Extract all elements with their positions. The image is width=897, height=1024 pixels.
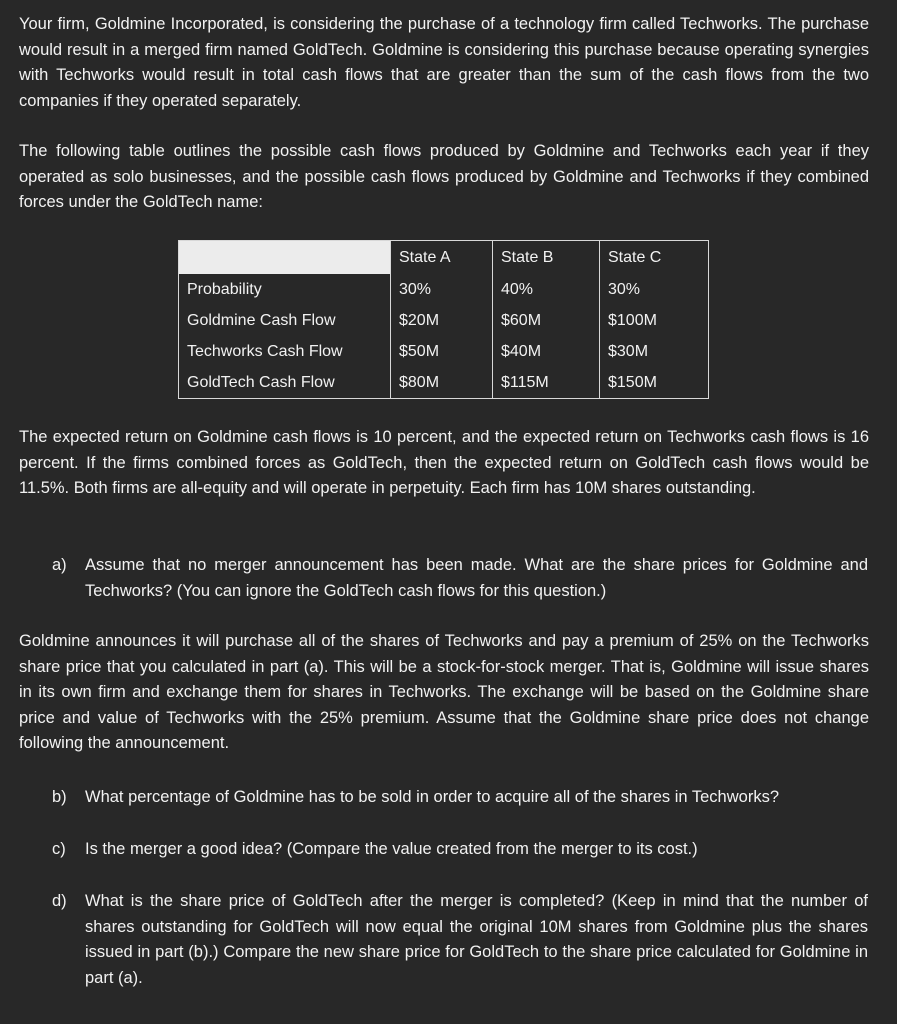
question-label: a) — [52, 556, 67, 574]
table-cell: $40M — [493, 336, 600, 367]
table-cell: 30% — [391, 274, 493, 305]
table-cell: $100M — [600, 305, 709, 336]
table-cell: $20M — [391, 305, 493, 336]
question-label: d) — [52, 892, 67, 910]
question-d — [52, 889, 868, 991]
question-a — [52, 553, 868, 604]
table-header-cell — [179, 241, 391, 274]
table-cell: $150M — [600, 367, 709, 398]
table-header-cell: State A — [391, 241, 493, 274]
question-label: b) — [52, 788, 67, 806]
question-text: What is the share price of GoldTech after the merger is completed? (Keep in mind that the number of shares outstanding for GoldTech will now equal the original 10M shares from Goldmine plus the shares issued in part (b).) Compare the new share price for GoldTech to the share price calculated for Goldmine in part (a). — [85, 892, 868, 987]
table-intro-paragraph: The following table outlines the possible cash flows produced by Goldmine and Techworks each year if they operated as solo businesses, and the possible cash flows produced by Goldmine and Techworks if they combined forces under the GoldTech name: — [19, 142, 869, 211]
question-b — [52, 785, 868, 811]
cash-flow-table — [179, 241, 708, 398]
table-header-cell: State C — [600, 241, 709, 274]
table-row — [179, 336, 708, 367]
table-cell: $50M — [391, 336, 493, 367]
question-text: Is the merger a good idea? (Compare the value created from the merger to its cost.) — [85, 840, 698, 858]
table-cell: $30M — [600, 336, 709, 367]
question-text: Assume that no merger announcement has been made. What are the share prices for Goldmine and Techworks? (You can ignore the GoldTech cash flows for this question.) — [85, 556, 868, 600]
question-text: What percentage of Goldmine has to be sold in order to acquire all of the shares in Techworks? — [85, 788, 779, 806]
row-label: Techworks Cash Flow — [187, 342, 343, 360]
table-row — [179, 274, 708, 305]
table-cell: $60M — [493, 305, 600, 336]
table-header-cell: State B — [493, 241, 600, 274]
intro-paragraph: Your firm, Goldmine Incorporated, is considering the purchase of a technology firm called Techworks. The purchase would result in a merged firm named GoldTech. Goldmine is considering this purchase because operating synergies with Techworks would result in total cash flows that are greater than the sum of the cash flows from the two companies if they operated separately. — [19, 15, 869, 110]
table-cell: 30% — [600, 274, 709, 305]
table-header-row — [179, 241, 708, 274]
question-label: c) — [52, 840, 66, 858]
table-cell: $80M — [391, 367, 493, 398]
row-label: Probability — [187, 280, 262, 298]
announcement-paragraph: Goldmine announces it will purchase all of the shares of Techworks and pay a premium of 25% on the Techworks share price that you calculated in part (a). This will be a stock-for-stock merger. That is, Goldmine will issue shares in its own firm and exchange them for shares in Techworks. The exchange will be based on the Goldmine share price and value of Techworks with the 25% premium. Assume that the Goldmine share price does not change following the announcement. — [19, 632, 869, 752]
question-c — [52, 837, 868, 863]
row-label: GoldTech Cash Flow — [187, 373, 335, 391]
table-row — [179, 305, 708, 336]
table-row — [179, 367, 708, 398]
expected-return-paragraph: The expected return on Goldmine cash flows is 10 percent, and the expected return on Techworks cash flows is 16 percent. If the firms combined forces as GoldTech, then the expected return on GoldTech cash flows would be 11.5%. Both firms are all-equity and will operate in perpetuity. Each firm has 10M shares outstanding. — [19, 428, 869, 497]
row-label: Goldmine Cash Flow — [187, 311, 336, 329]
table-cell: $115M — [493, 367, 600, 398]
table-cell: 40% — [493, 274, 600, 305]
